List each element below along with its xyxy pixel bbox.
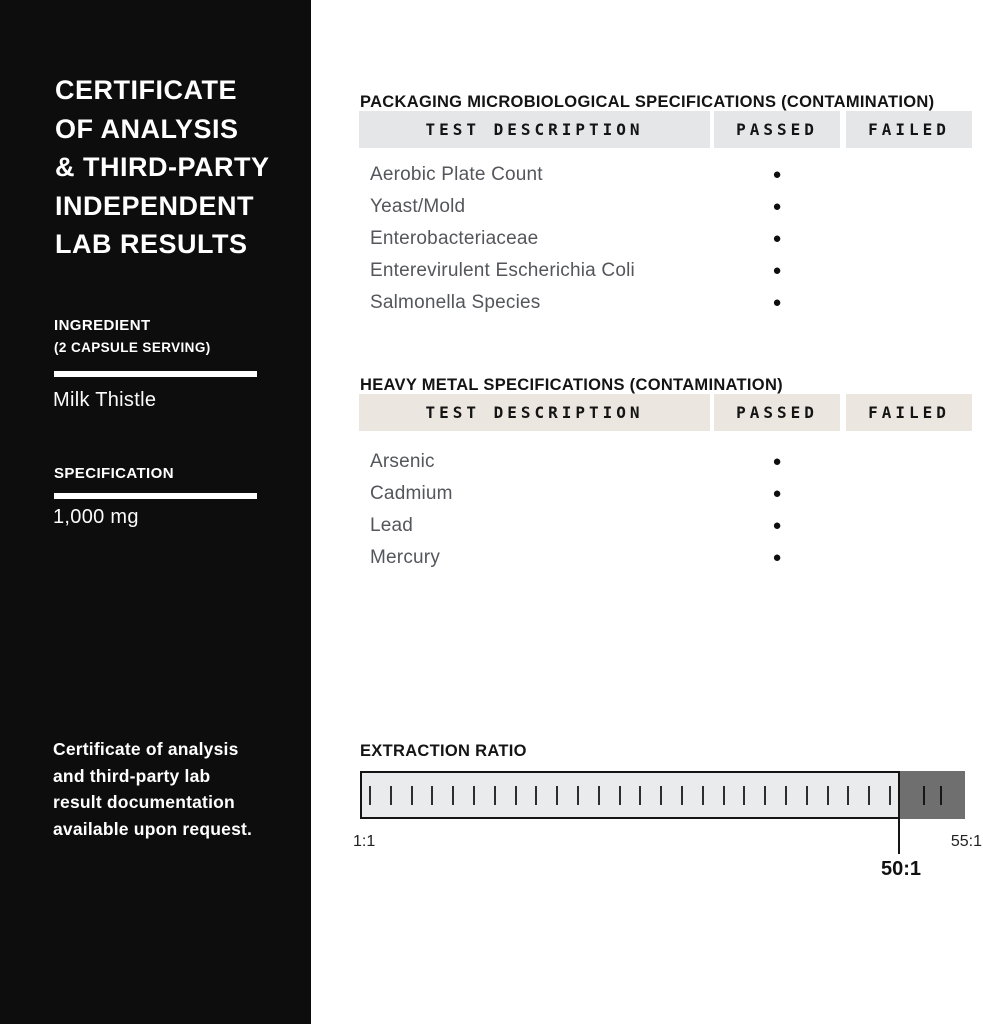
column-header-test-description: TEST DESCRIPTION bbox=[359, 394, 710, 431]
ruler-tick bbox=[619, 786, 621, 805]
ruler-tick bbox=[660, 786, 662, 805]
passed-dot: ● bbox=[772, 485, 782, 502]
serving-sublabel: (2 CAPSULE SERVING) bbox=[54, 340, 211, 355]
passed-dot: ● bbox=[772, 549, 782, 566]
table-row bbox=[359, 191, 972, 223]
heavy-metal-table bbox=[359, 394, 972, 574]
passed-dot: ● bbox=[772, 198, 782, 215]
ruler-overflow-block bbox=[900, 771, 965, 819]
table-header-row bbox=[359, 394, 972, 431]
ruler-tick bbox=[494, 786, 496, 805]
ruler-tick bbox=[785, 786, 787, 805]
test-name: Mercury bbox=[370, 547, 441, 568]
failed-dot bbox=[846, 542, 972, 574]
footnote-line: result documentation bbox=[53, 792, 235, 812]
ruler-tick bbox=[723, 786, 725, 805]
ruler-tick bbox=[598, 786, 600, 805]
scale-max-label: 55:1 bbox=[950, 833, 982, 850]
divider-rule bbox=[54, 493, 257, 499]
ruler-tick bbox=[535, 786, 537, 805]
ruler-tick bbox=[847, 786, 849, 805]
failed-dot bbox=[846, 478, 972, 510]
ruler-tick bbox=[577, 786, 579, 805]
ingredient-value: Milk Thistle bbox=[53, 389, 157, 411]
passed-dot: ● bbox=[772, 230, 782, 247]
title-line: LAB RESULTS bbox=[55, 229, 248, 259]
extraction-ratio-ruler bbox=[360, 771, 965, 819]
ruler-tick bbox=[806, 786, 808, 805]
ruler-tick bbox=[681, 786, 683, 805]
table-header-row bbox=[359, 111, 972, 148]
footnote-line: and third-party lab bbox=[53, 765, 211, 786]
micro-specs-table bbox=[359, 111, 972, 319]
passed-dot: ● bbox=[772, 294, 782, 311]
ruler-tick bbox=[473, 786, 475, 805]
scale-min-label: 1:1 bbox=[353, 833, 376, 850]
failed-dot bbox=[846, 255, 972, 287]
ruler-tick bbox=[743, 786, 745, 805]
passed-dot: ● bbox=[772, 453, 782, 470]
ruler-tick bbox=[556, 786, 558, 805]
ruler-tick bbox=[868, 786, 870, 805]
failed-dot bbox=[846, 446, 972, 478]
title-line: CERTIFICATE bbox=[55, 75, 237, 105]
extraction-ratio-heading: EXTRACTION RATIO bbox=[360, 741, 527, 760]
ruler-tick bbox=[431, 786, 433, 805]
ruler-tick bbox=[827, 786, 829, 805]
failed-dot bbox=[846, 510, 972, 542]
column-header-test-description: TEST DESCRIPTION bbox=[359, 111, 710, 148]
marker-value-label: 50:1 bbox=[880, 858, 922, 880]
test-name: Enterevirulent Escherichia Coli bbox=[370, 260, 635, 281]
heavy-metal-heading: HEAVY METAL SPECIFICATIONS (CONTAMINATION) bbox=[360, 375, 783, 394]
ruler-tick bbox=[515, 786, 517, 805]
footnote-line: available upon request. bbox=[53, 818, 253, 839]
column-header-failed: FAILED bbox=[846, 111, 972, 148]
test-name: Lead bbox=[370, 515, 414, 536]
ingredient-label: INGREDIENT bbox=[54, 317, 151, 334]
table-row bbox=[359, 446, 972, 478]
ruler-ticks-overflow bbox=[907, 771, 958, 819]
test-name: Salmonella Species bbox=[370, 292, 541, 313]
ruler-tick bbox=[390, 786, 392, 805]
title-line: INDEPENDENT bbox=[55, 190, 255, 221]
table-body bbox=[359, 431, 972, 574]
passed-dot: ● bbox=[772, 517, 782, 534]
availability-footnote bbox=[53, 736, 252, 842]
certificate-title bbox=[55, 71, 269, 264]
ruler-ticks-in-range bbox=[369, 773, 891, 817]
failed-dot bbox=[846, 159, 972, 191]
ruler-tick bbox=[369, 786, 371, 805]
ruler-tick bbox=[889, 786, 891, 805]
table-body bbox=[359, 148, 972, 319]
ruler-tick bbox=[452, 786, 454, 805]
passed-dot: ● bbox=[772, 166, 782, 183]
test-name: Cadmium bbox=[370, 483, 453, 504]
passed-dot: ● bbox=[772, 262, 782, 279]
table-row bbox=[359, 223, 972, 255]
divider-rule bbox=[54, 371, 257, 377]
table-row bbox=[359, 287, 972, 319]
ruler-tick bbox=[923, 786, 925, 805]
table-row bbox=[359, 510, 972, 542]
table-row bbox=[359, 255, 972, 287]
ruler-tick bbox=[639, 786, 641, 805]
test-name: Enterobacteriaceae bbox=[370, 228, 539, 249]
failed-dot bbox=[846, 191, 972, 223]
title-line: & THIRD-PARTY bbox=[55, 152, 270, 182]
sidebar-panel bbox=[0, 0, 311, 1024]
table-row bbox=[359, 478, 972, 510]
title-line: OF ANALYSIS bbox=[55, 113, 239, 144]
test-name: Aerobic Plate Count bbox=[370, 164, 543, 185]
specification-label: SPECIFICATION bbox=[54, 465, 174, 482]
ruler-tick bbox=[940, 786, 942, 805]
specification-value: 1,000 mg bbox=[53, 506, 139, 528]
ruler-tick bbox=[764, 786, 766, 805]
failed-dot bbox=[846, 223, 972, 255]
failed-dot bbox=[846, 287, 972, 319]
column-header-passed: PASSED bbox=[714, 394, 840, 431]
ruler-track bbox=[360, 771, 900, 819]
test-name: Arsenic bbox=[370, 451, 435, 472]
column-header-failed: FAILED bbox=[846, 394, 972, 431]
footnote-line: Certificate of analysis bbox=[53, 739, 239, 759]
marker-pointer-line bbox=[898, 819, 900, 854]
table-row bbox=[359, 542, 972, 574]
test-name: Yeast/Mold bbox=[370, 196, 466, 217]
ruler-tick bbox=[411, 786, 413, 805]
micro-specs-heading: PACKAGING MICROBIOLOGICAL SPECIFICATIONS (CONTAMINATION) bbox=[360, 92, 935, 111]
ruler-tick bbox=[702, 786, 704, 805]
table-row bbox=[359, 159, 972, 191]
column-header-passed: PASSED bbox=[714, 111, 840, 148]
